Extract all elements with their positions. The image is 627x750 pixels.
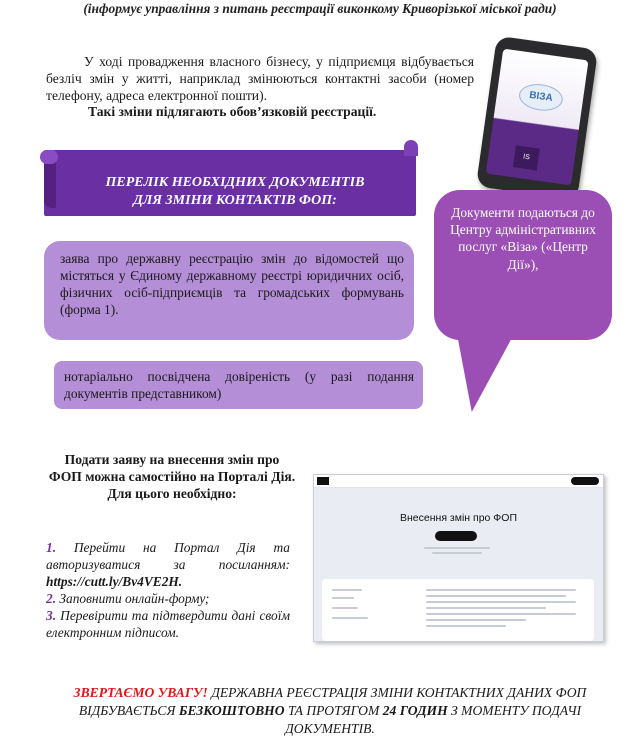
- portal-instructions-title: Подати заяву на внесення змін про ФОП можна самостійно на Порталі Дія. Для цього необхідно:: [48, 452, 296, 501]
- screenshot-text-line: [432, 552, 482, 554]
- diia-link[interactable]: https://cutt.ly/Bv4VE2H.: [46, 574, 183, 589]
- screenshot-nav-button: [571, 477, 599, 485]
- phone-screen: [486, 49, 589, 186]
- step-2: [46, 590, 290, 607]
- step-number: 2.: [46, 591, 57, 606]
- screenshot-text-line: [426, 625, 506, 627]
- diia-portal-screenshot: [313, 474, 604, 642]
- document-item-text: заява про державну реєстрацію змін до відомостей що містяться у Єдиному державному реєстрі юридичних осіб, фізичних осіб-підприємців та громадських формувань (форма 1).: [60, 251, 404, 317]
- screenshot-text-line: [424, 547, 490, 549]
- document-item-application: [44, 241, 414, 340]
- speech-bubble-text: Документи подаються до Центру адміністративних послуг «Віза» («Центр Дії»),: [450, 205, 596, 272]
- scroll-curl-right: [404, 140, 418, 156]
- step-text: Заповнити онлайн-форму;: [59, 591, 210, 606]
- screenshot-text-line: [426, 613, 576, 615]
- subtitle: (інформує управління з питань реєстрації виконкому Криворізької міської ради): [83, 1, 557, 16]
- step-3: [46, 607, 290, 641]
- screenshot-text-line: [426, 589, 576, 591]
- notice-text: ТА ПРОТЯГОМ: [284, 703, 383, 718]
- screenshot-action-button: [435, 531, 477, 541]
- step-1: [46, 539, 290, 590]
- banner-line-2: ДЛЯ ЗМІНИ КОНТАКТІВ ФОП:: [133, 193, 337, 208]
- document-item-power-of-attorney: [54, 361, 423, 409]
- screenshot-text-line: [332, 607, 358, 609]
- intro-bold-statement: Такі зміни підлягають обов’язковій реєстрації.: [88, 104, 377, 119]
- banner-line-1: ПЕРЕЛІК НЕОБХІДНИХ ДОКУМЕНТІВ: [105, 175, 365, 190]
- steps-list: [46, 539, 290, 641]
- screenshot-text-line: [332, 617, 368, 619]
- diia-logo-icon: [317, 477, 329, 485]
- document-item-text: нотаріально посвідчена довіреність (у разі подання документів представником): [64, 369, 414, 401]
- attention-label: ЗВЕРТАЄМО УВАГУ!: [73, 685, 208, 700]
- screenshot-text-line: [426, 619, 526, 621]
- step-number: 1.: [46, 540, 57, 555]
- notice-free: БЕЗКОШТОВНО: [178, 703, 285, 718]
- documents-banner-title: [60, 174, 410, 210]
- speech-bubble-tail: [436, 330, 516, 412]
- phone-image: [476, 36, 598, 201]
- screenshot-info-card: [322, 579, 594, 641]
- intro-paragraph: У ході провадження власного бізнесу, у підприємця відбувається безліч змін у житті, наприклад змінюються контактні засоби (номер телефону, адреса електронної пошти).: [46, 54, 474, 103]
- step-text: Перевірити та підтвердити дані своїм електронним підписом.: [46, 608, 290, 640]
- phone-badge: IS: [513, 145, 540, 170]
- viza-logo: ВІЗА: [517, 81, 564, 113]
- notice-text: З МОМЕНТУ ПОДАЧІ ДОКУМЕНТІВ.: [285, 703, 582, 736]
- screenshot-text-line: [332, 597, 354, 599]
- screenshot-text-line: [426, 607, 546, 609]
- screenshot-header: [314, 475, 603, 488]
- step-number: 3.: [46, 608, 57, 623]
- notice-hours: 24 ГОДИН: [382, 703, 448, 718]
- attention-notice: [58, 684, 602, 738]
- scroll-curl-top: [40, 150, 58, 164]
- notice-text: ДЕРЖАВНА РЕЄСТРАЦІЯ ЗМІНИ КОНТАКТНИХ ДАНИХ ФОП ВІДБУВАЄТЬСЯ: [78, 685, 587, 718]
- screenshot-text-line: [426, 595, 566, 597]
- screenshot-text-line: [332, 589, 362, 591]
- screenshot-text-line: [426, 601, 576, 603]
- step-text: Перейти на Портал Дія та авторизуватися за посиланням:: [46, 540, 290, 572]
- screenshot-title: Внесення змін про ФОП: [400, 512, 517, 524]
